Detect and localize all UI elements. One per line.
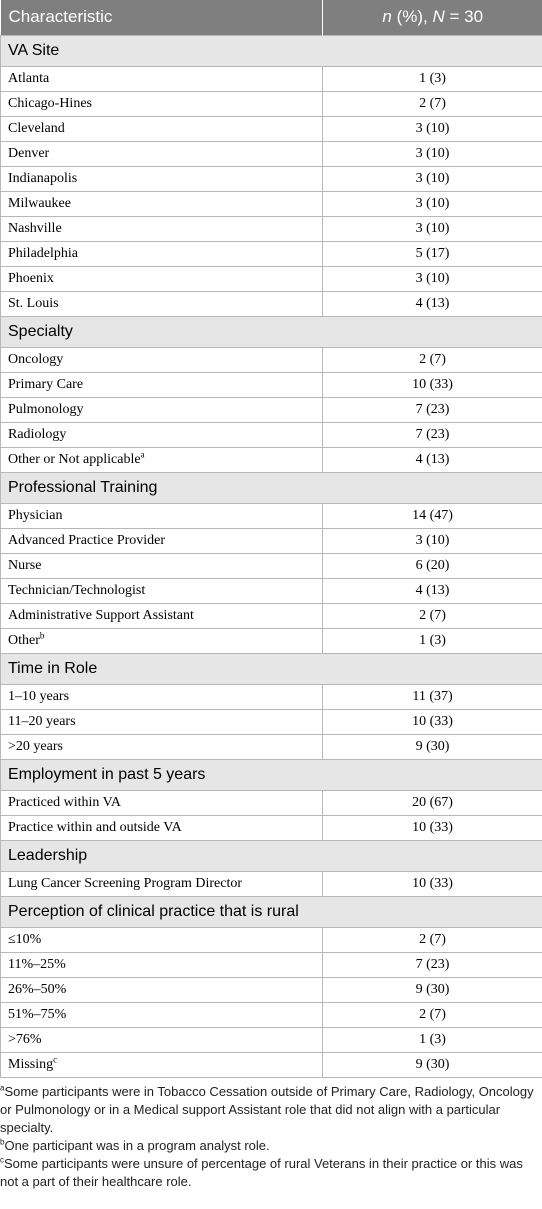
header-total: = 30 <box>444 7 484 27</box>
row-value: 4 (13) <box>323 578 542 603</box>
section-header-row <box>1 759 542 790</box>
footnote-marker: c <box>53 1053 58 1064</box>
table-row <box>1 91 542 116</box>
row-value: 9 (30) <box>323 977 542 1002</box>
row-label: Primary Care <box>8 376 84 392</box>
table-row <box>1 347 542 372</box>
footnote-text: Some participants were in Tobacco Cessation outside of Primary Care, Radiology, Oncology or Pulmonology or in a Medical support Assistant role that did not align with a particular specialty. <box>0 1084 534 1135</box>
footnote-text: One participant was in a program analyst role. <box>4 1138 270 1153</box>
footnote-mark: c <box>0 1155 4 1165</box>
footnote-c <box>0 1155 542 1191</box>
table-row <box>1 790 542 815</box>
row-value: 20 (67) <box>323 790 542 815</box>
row-value: 11 (37) <box>323 684 542 709</box>
row-label-cell <box>1 709 323 734</box>
table-row <box>1 1002 542 1027</box>
table-row <box>1 952 542 977</box>
row-label: Oncology <box>8 351 64 367</box>
row-value: 2 (7) <box>323 603 542 628</box>
table-row <box>1 503 542 528</box>
row-label: 11–20 years <box>8 713 76 729</box>
row-label: St. Louis <box>8 295 59 311</box>
table-row <box>1 709 542 734</box>
row-label-cell <box>1 790 323 815</box>
row-value: 7 (23) <box>323 397 542 422</box>
header-n: n <box>382 7 392 27</box>
section-title: Professional Training <box>1 472 542 503</box>
row-label-cell <box>1 952 323 977</box>
row-value: 7 (23) <box>323 422 542 447</box>
table-row <box>1 116 542 141</box>
row-label: Practice within and outside VA <box>8 819 182 835</box>
row-label: Other or Not applicable <box>8 451 141 467</box>
section-header-row <box>1 653 542 684</box>
footnote-mark: a <box>0 1083 5 1093</box>
row-value: 7 (23) <box>323 952 542 977</box>
table-row <box>1 734 542 759</box>
row-value: 10 (33) <box>323 372 542 397</box>
table-row <box>1 397 542 422</box>
row-label: 11%–25% <box>8 956 66 972</box>
row-label-cell <box>1 1052 323 1077</box>
header-N: N <box>432 7 445 27</box>
row-value: 14 (47) <box>323 503 542 528</box>
row-label-cell <box>1 241 323 266</box>
table-row <box>1 603 542 628</box>
row-value: 3 (10) <box>323 116 542 141</box>
row-value: 3 (10) <box>323 166 542 191</box>
table-row <box>1 553 542 578</box>
row-value: 1 (3) <box>323 1027 542 1052</box>
row-value: 6 (20) <box>323 553 542 578</box>
table-row <box>1 422 542 447</box>
row-label: Missing <box>8 1056 54 1072</box>
footnotes <box>0 1083 542 1191</box>
section-title: VA Site <box>1 35 542 66</box>
row-label-cell <box>1 291 323 316</box>
row-label: ≤10% <box>8 931 42 947</box>
table-header-row <box>1 0 542 35</box>
row-label: Lung Cancer Screening Program Director <box>8 875 243 891</box>
section-title: Leadership <box>1 840 542 871</box>
table-row <box>1 216 542 241</box>
row-value: 4 (13) <box>323 291 542 316</box>
row-value: 3 (10) <box>323 266 542 291</box>
row-label: Physician <box>8 507 63 523</box>
row-label-cell <box>1 447 323 472</box>
section-title: Perception of clinical practice that is rural <box>1 896 542 927</box>
row-label: Practiced within VA <box>8 794 122 810</box>
row-value: 2 (7) <box>323 347 542 372</box>
row-value: 10 (33) <box>323 709 542 734</box>
row-label-cell <box>1 141 323 166</box>
row-label-cell <box>1 216 323 241</box>
table-row <box>1 266 542 291</box>
section-header-row <box>1 316 542 347</box>
row-label-cell <box>1 91 323 116</box>
row-label: Atlanta <box>8 70 50 86</box>
table-row <box>1 578 542 603</box>
row-label-cell <box>1 397 323 422</box>
table-row <box>1 291 542 316</box>
row-label: Cleveland <box>8 120 65 136</box>
row-value: 1 (3) <box>323 66 542 91</box>
row-label-cell <box>1 372 323 397</box>
row-label: Other <box>8 632 40 648</box>
row-label: Radiology <box>8 426 67 442</box>
row-label: Philadelphia <box>8 245 78 261</box>
table-row <box>1 684 542 709</box>
header-mid: (%), <box>391 7 433 27</box>
row-label: Nashville <box>8 220 62 236</box>
row-label-cell <box>1 422 323 447</box>
row-label-cell <box>1 1002 323 1027</box>
row-value: 3 (10) <box>323 528 542 553</box>
header-count-percent <box>323 0 542 35</box>
row-label-cell <box>1 503 323 528</box>
row-label: Indianapolis <box>8 170 78 186</box>
table-row <box>1 141 542 166</box>
table-row <box>1 66 542 91</box>
row-value: 5 (17) <box>323 241 542 266</box>
row-value: 2 (7) <box>323 1002 542 1027</box>
row-label: Phoenix <box>8 270 54 286</box>
row-label-cell <box>1 347 323 372</box>
row-label: >76% <box>8 1031 42 1047</box>
table-row <box>1 871 542 896</box>
footnote-text: Some participants were unsure of percentage of rural Veterans in their practice or this was not a part of their healthcare role. <box>0 1156 523 1189</box>
row-label-cell <box>1 815 323 840</box>
header-characteristic: Characteristic <box>1 0 323 35</box>
table-row <box>1 372 542 397</box>
row-label-cell <box>1 166 323 191</box>
row-label-cell <box>1 116 323 141</box>
footnote-marker: a <box>140 448 145 459</box>
row-value: 10 (33) <box>323 871 542 896</box>
table-row <box>1 927 542 952</box>
row-label-cell <box>1 66 323 91</box>
table-row <box>1 1052 542 1077</box>
row-label-cell <box>1 927 323 952</box>
row-value: 2 (7) <box>323 927 542 952</box>
row-label: 1–10 years <box>8 688 70 704</box>
row-value: 4 (13) <box>323 447 542 472</box>
table-row <box>1 191 542 216</box>
footnote-marker: b <box>39 629 45 640</box>
section-title: Employment in past 5 years <box>1 759 542 790</box>
table-body <box>1 35 542 1077</box>
row-label: Advanced Practice Provider <box>8 532 166 548</box>
row-label-cell <box>1 628 323 653</box>
section-header-row <box>1 840 542 871</box>
row-label-cell <box>1 578 323 603</box>
row-label: Milwaukee <box>8 195 71 211</box>
table-row <box>1 815 542 840</box>
table-row <box>1 447 542 472</box>
row-label: Technician/Technologist <box>8 582 146 598</box>
row-label: Denver <box>8 145 50 161</box>
row-value: 3 (10) <box>323 191 542 216</box>
row-label: >20 years <box>8 738 63 754</box>
row-label-cell <box>1 734 323 759</box>
footnote-b <box>0 1137 542 1155</box>
footnote-a <box>0 1083 542 1137</box>
row-value: 3 (10) <box>323 216 542 241</box>
row-label: 26%–50% <box>8 981 67 997</box>
row-label-cell <box>1 603 323 628</box>
row-label-cell <box>1 871 323 896</box>
row-value: 3 (10) <box>323 141 542 166</box>
section-title: Time in Role <box>1 653 542 684</box>
row-label: Chicago-Hines <box>8 95 92 111</box>
table-row <box>1 628 542 653</box>
table-row <box>1 977 542 1002</box>
section-header-row <box>1 35 542 66</box>
row-label: 51%–75% <box>8 1006 67 1022</box>
table-row <box>1 166 542 191</box>
row-value: 2 (7) <box>323 91 542 116</box>
row-label-cell <box>1 528 323 553</box>
section-header-row <box>1 896 542 927</box>
row-value: 9 (30) <box>323 734 542 759</box>
row-label-cell <box>1 1027 323 1052</box>
row-label-cell <box>1 553 323 578</box>
row-value: 1 (3) <box>323 628 542 653</box>
row-label: Administrative Support Assistant <box>8 607 194 623</box>
table-row <box>1 1027 542 1052</box>
table-row <box>1 528 542 553</box>
row-value: 10 (33) <box>323 815 542 840</box>
row-label: Nurse <box>8 557 42 573</box>
row-label-cell <box>1 684 323 709</box>
section-title: Specialty <box>1 316 542 347</box>
row-value: 9 (30) <box>323 1052 542 1077</box>
footnote-mark: b <box>0 1137 5 1147</box>
row-label-cell <box>1 266 323 291</box>
section-header-row <box>1 472 542 503</box>
row-label: Pulmonology <box>8 401 84 417</box>
table-row <box>1 241 542 266</box>
row-label-cell <box>1 977 323 1002</box>
row-label-cell <box>1 191 323 216</box>
